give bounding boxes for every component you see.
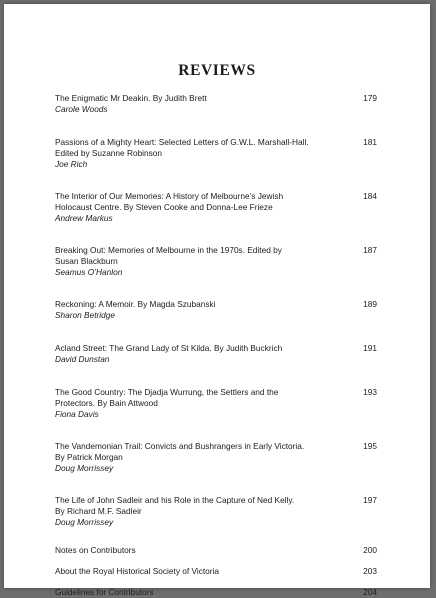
page-number: 195 — [363, 441, 377, 451]
reviews-list — [55, 93, 377, 598]
review-entry — [55, 343, 377, 365]
review-entry — [55, 299, 377, 321]
review-title-line: By Richard M.F. Sadleir — [55, 506, 142, 516]
page-number: 200 — [363, 545, 377, 555]
review-title-line: Protectors. By Bain Attwood — [55, 398, 158, 408]
review-entry — [55, 387, 377, 420]
page-number: 184 — [363, 191, 377, 201]
review-title-line: Susan Blackburn — [55, 256, 118, 266]
back-matter-list — [55, 545, 377, 598]
review-entry — [55, 441, 377, 474]
page-number: 204 — [363, 587, 377, 597]
back-matter-entry — [55, 545, 377, 556]
reviewer-name: Fiona Davis — [55, 409, 99, 419]
review-entry — [55, 245, 377, 278]
review-title-line: The Life of John Sadleir and his Role in the Capture of Ned Kelly. — [55, 495, 295, 505]
page-number: 203 — [363, 566, 377, 576]
review-title-line: The Interior of Our Memories: A History of Melbourne’s Jewish — [55, 191, 284, 201]
review-title-line: Acland Street: The Grand Lady of St Kilda. By Judith Buckrich — [55, 343, 283, 353]
reviewer-name: Andrew Markus — [55, 213, 113, 223]
page-number: 193 — [363, 387, 377, 397]
page-number: 197 — [363, 495, 377, 505]
page-number: 191 — [363, 343, 377, 353]
reviewer-name: David Dunstan — [55, 354, 110, 364]
review-title-line: Holocaust Centre. By Steven Cooke and Donna-Lee Frieze — [55, 202, 273, 212]
page-number: 181 — [363, 137, 377, 147]
review-title-line: The Vandemonian Trail: Convicts and Bushrangers in Early Victoria. — [55, 441, 305, 451]
review-title-line: Breaking Out: Memories of Melbourne in the 1970s. Edited by — [55, 245, 282, 255]
back-matter-title: Guidelines for Contributors — [55, 587, 154, 597]
page-number: 179 — [363, 93, 377, 103]
back-matter-entry — [55, 566, 377, 577]
back-matter-title: About the Royal Historical Society of Victoria — [55, 566, 220, 576]
review-title-line: Edited by Suzanne Robinson — [55, 148, 163, 158]
document-page — [4, 4, 430, 597]
review-entry — [55, 191, 377, 224]
review-entry — [55, 495, 377, 528]
review-title-line: The Good Country: The Djadja Wurrung, the Settlers and the — [55, 387, 279, 397]
review-entry — [55, 137, 377, 170]
page-number: 187 — [363, 245, 377, 255]
reviewer-name: Doug Morrissey — [55, 463, 114, 473]
review-title-line: By Patrick Morgan — [55, 452, 123, 462]
review-entry — [55, 93, 377, 115]
reviewer-name: Doug Morrissey — [55, 517, 114, 527]
reviewer-name: Carole Woods — [55, 104, 108, 114]
reviewer-name: Joe Rich — [55, 159, 88, 169]
review-title-line: Reckoning: A Memoir. By Magda Szubanski — [55, 299, 216, 309]
page-number: 189 — [363, 299, 377, 309]
reviewer-name: Seamus O’Hanlon — [55, 267, 123, 277]
review-title-line: The Enigmatic Mr Deakin. By Judith Brett — [55, 93, 207, 103]
back-matter-title: Notes on Contributors — [55, 545, 136, 555]
review-title-line: Passions of a Mighty Heart: Selected Letters of G.W.L. Marshall-Hall. — [55, 137, 309, 147]
reviewer-name: Sharon Betridge — [55, 310, 115, 320]
page-heading: REVIEWS — [178, 62, 256, 79]
back-matter-entry — [55, 587, 377, 598]
